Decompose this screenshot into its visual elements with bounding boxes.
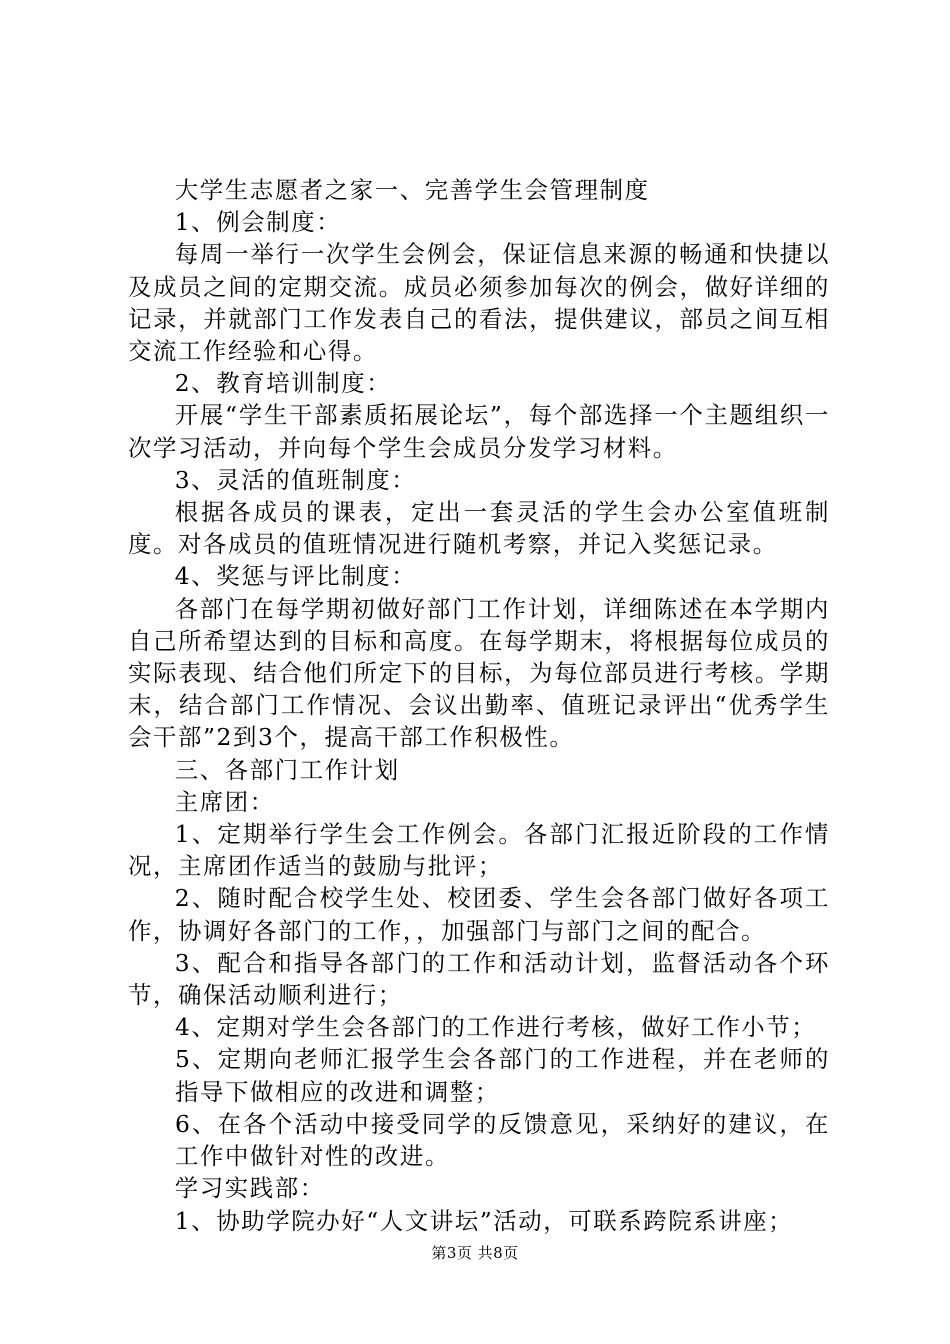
paragraph-presidium-item-4: 4、定期对学生会各部门的工作进行考核，做好工作小节； [175,1013,817,1042]
paragraph-training-body: 开展“学生干部素质拓展论坛”，每个部选择一个主题组织一次学习活动，并向每个学生会成员分发学习材料。 [128,401,830,462]
paragraph-training-heading: 2、教育培训制度： [174,369,392,398]
paragraph-meeting-heading: 1、例会制度： [174,208,342,237]
paragraph-duty-heading: 3、灵活的值班制度： [174,465,417,494]
paragraph-title: 大学生志愿者之家一、完善学生会管理制度 [174,176,650,204]
paragraph-presidium-heading: 主席团： [174,787,275,816]
paragraph-presidium-item-3: 3、配合和指导各部门的工作和活动计划，监督活动各个环节，确保活动顺利进行； [128,948,830,1010]
paragraph-presidium-item-2: 2、随时配合校学生处、校团委、学生会各部门做好各项工作，协调好各部门的工作，，加强部门与部门之间的配合。 [128,884,830,945]
document-body [128,174,830,1237]
paragraph-reward-body: 各部门在每学期初做好部门工作计划，详细陈述在本学期内自己所希望达到的目标和高度。在每学期末，将根据每位成员的实际表现、结合他们所定下的目标，为每位部员进行考核。学期末，结合部门工作情况、会议出勤率、值班记录评出“优秀学生会干部”2到3个，提高干部工作积极性。 [128,594,830,752]
paragraph-duty-body: 根据各成员的课表，定出一套灵活的学生会办公室值班制度。对各成员的值班情况进行随机考察，并记入奖惩记录。 [128,498,830,559]
paragraph-meeting-body: 每周一举行一次学生会例会，保证信息来源的畅通和快捷以及成员之间的定期交流。成员必须参加每次的例会，做好详细的记录，并就部门工作发表自己的看法，提供建议，部员之间互相交流工作经验和心得。 [128,240,830,366]
paragraph-study-dept-item-1: 1、协助学院办好“人文讲坛”活动，可联系跨院系讲座； [174,1206,794,1235]
paragraph-presidium-item-1: 1、定期举行学生会工作例会。各部门汇报近阶段的工作情况，主席团作适当的鼓励与批评； [128,820,830,881]
paragraph-presidium-item-5: 5、定期向老师汇报学生会各部门的工作进程，并在老师的指导下做相应的改进和调整； [175,1045,830,1106]
page-footer: 第3页 共8页 [431,1244,519,1262]
paragraph-presidium-item-6: 6、在各个活动中接受同学的反馈意见，采纳好的建议，在工作中做针对性的改进。 [175,1109,830,1171]
paragraph-reward-heading: 4、奖惩与评比制度： [174,562,417,591]
paragraph-section-three: 三、各部门工作计划 [174,755,400,784]
paragraph-study-dept-heading: 学习实践部： [174,1174,325,1203]
